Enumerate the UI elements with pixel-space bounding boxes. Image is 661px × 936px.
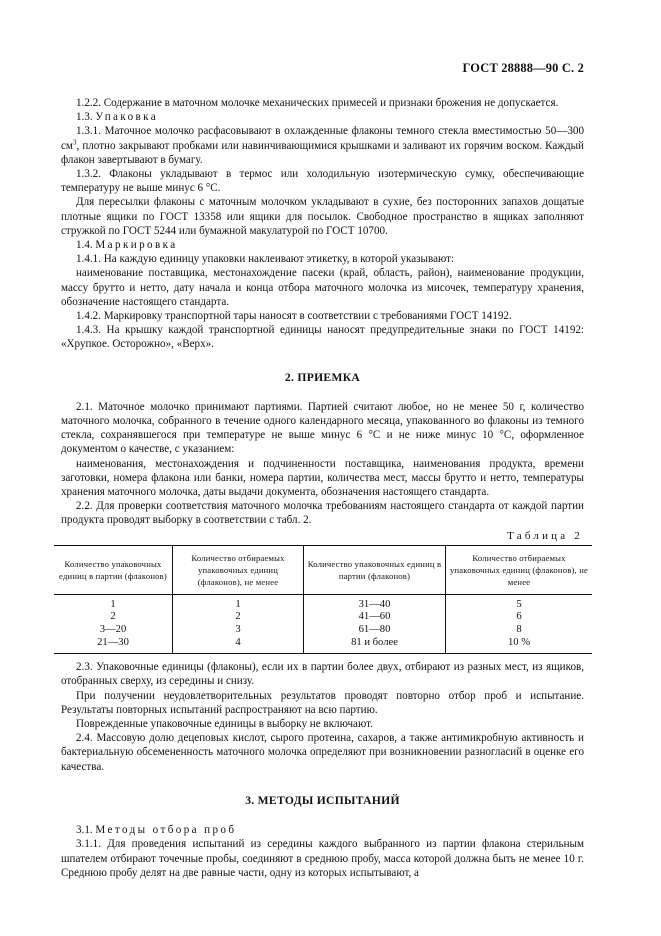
paragraph-1-4-1-list: наименование поставщика, местонахождение пасеки (край, область, район), наименование продукции, массу брутто и нетто, дату начала и конца отбора маточного молочка из мисочек, температуру хранения, обозначение настоящего стандарта.: [61, 267, 584, 308]
paragraph-3-1-1: 3.1.1. Для проведения испытаний из середины каждого выбранного из партии флакона стерильным шпателем отбирают точечные пробы, соединяют в среднюю пробу, масса которой должна быть не менее 10 г. Среднюю пробу делят на две равные части, одну из которых испытывают, а: [61, 838, 584, 879]
paragraph-text: 1.3.1. Маточное молочко расфасовывают в охлажденные флаконы темного стекла вместимостью 50—300 см: [61, 125, 584, 152]
table-cell: 1: [173, 594, 304, 611]
table-cell: 81 и более: [304, 637, 446, 654]
paragraph-2-3-retest: При получении неудовлетворительных результатов проводят повторно отбор проб и испытание. Результаты повторных испытаний распространяют на всю партию.: [61, 689, 584, 716]
subheading-1-4: [61, 238, 584, 252]
table-row: [54, 637, 592, 654]
table-cell: 10 %: [446, 637, 593, 654]
subheading-title: Методы отбора проб: [95, 824, 237, 837]
document-page: [59, 0, 589, 936]
paragraph-2-2: 2.2. Для проверки соответствия маточного молочка требованиям настоящего стандарта от каждой партии продукта проводят выборку в соответствии с табл. 2.: [61, 500, 584, 527]
subheading-title: Упаковка: [95, 111, 159, 124]
paragraph-1-4-1: 1.4.1. На каждую единицу упаковки наклеивают этикетку, в которой указывают:: [76, 253, 455, 266]
table-cell: 41—60: [304, 611, 446, 624]
table-label: Таблица 2: [507, 529, 583, 542]
table-cell: 31—40: [304, 594, 446, 611]
paragraph-2-3-damaged: Поврежденные упаковочные единицы в выборку не включают.: [76, 718, 373, 731]
subheading-number: 1.4.: [76, 239, 93, 252]
section-heading-3: 3. МЕТОДЫ ИСПЫТАНИЙ: [245, 793, 400, 807]
table-2: [54, 545, 592, 654]
paragraph-1-4-3: 1.4.3. На крышку каждой транспортной единицы наносят предупредительные знаки по ГОСТ 14192: «Хрупкое. Осторожно», «Верх».: [61, 324, 584, 351]
table-row: [54, 611, 592, 624]
subheading-number: 1.3.: [76, 111, 93, 124]
paragraph-2-4: 2.4. Массовую долю децеповых кислот, сырого протеина, сахаров, а также антимикробную активность и бактериальную обсемененность маточного молочка определяют при возникновении разногласий в оценке его качества.: [61, 732, 584, 773]
table-cell: 2: [110, 611, 116, 623]
table-cell: 4: [173, 637, 304, 654]
paragraph-2-1-list: наименования, местонахождения и подчиненности поставщика, наименования продукта, времени заготовки, номера флакона или банки, номера партии, количества мест, массы брутто и нетто, температуры хранения маточного молочка, даты выдачи документа, обозначения настоящего стандарта.: [61, 457, 584, 499]
table-header-row: [54, 545, 592, 594]
table-header-cell: Количество упаковочных единиц в партии (флаконов): [54, 545, 173, 594]
subheading-3-1: [61, 823, 584, 837]
table-cell: 21—30: [54, 637, 173, 654]
paragraph-text: , плотно закрывают пробками или навинчивающимися крышками и заливают их горячим воском. Каждый флакон завертывают в бумагу.: [61, 139, 584, 166]
table-cell: 8: [446, 624, 593, 637]
paragraph-1-4-2: 1.4.2. Маркировку транспортной тары наносят в соответствии с требованиями ГОСТ 14192.: [76, 310, 512, 323]
table-cell: 2: [173, 611, 304, 624]
table-header-cell: Количество упаковочных единиц в партии (флаконов): [304, 545, 446, 594]
table-cell: 5: [446, 594, 593, 611]
document-body: [59, 96, 589, 880]
paragraph-1-3-1: [61, 124, 584, 167]
table-cell: 3: [173, 624, 304, 637]
table-header-cell: Количество отбираемых упаковочных единиц (флаконов), не менее: [446, 545, 593, 594]
paragraph-2-1: 2.1. Маточное молочко принимают партиями. Партией считают любое, но не менее 50 г, количество маточного молочка, собранного в течение одного календарного месяца, упакованного во флаконы из темного стекла, сохранявшегося при температуре не выше минус 6 °С и не ниже минус 10 °С, оформленное документом о качестве, с указанием:: [61, 400, 584, 456]
paragraph-1-2-2: 1.2.2. Содержание в маточном молочке механических примесей и признаки брожения не допускается.: [76, 97, 559, 109]
paragraph-1-3-2: 1.3.2. Флаконы укладывают в термос или холодильную изотермическую сумку, обеспечивающие температуру не выше минус 6 °С.: [61, 168, 584, 195]
subheading-number: 3.1.: [76, 824, 93, 837]
table-cell: 6: [446, 611, 593, 624]
table-header-cell: Количество отбираемых упаковочных единиц (флаконов), не менее: [173, 545, 304, 594]
superscript: 3: [72, 137, 77, 146]
table-cell: 61—80: [304, 624, 446, 637]
table-row: [54, 594, 592, 611]
section-heading-2: 2. ПРИЕМКА: [284, 370, 361, 384]
page-header: ГОСТ 28888—90 С. 2: [462, 61, 584, 75]
paragraph-forwarding: Для пересылки флаконы с маточным молочком укладывают в сухие, без посторонних запахов дощатые плотные ящики по ГОСТ 13358 или ящики для посылок. Свободное пространство в ящиках заполняют стружкой по ГОСТ 5244 или бумажной макулатурой по ГОСТ 10700.: [61, 196, 584, 237]
subheading-title: Маркировка: [95, 239, 178, 252]
table-row: [54, 624, 592, 637]
subheading-1-3: [61, 110, 584, 124]
table-cell: 3—20: [99, 624, 127, 636]
paragraph-2-3: 2.3. Упаковочные единицы (флаконы), если их в партии более двух, отбирают из разных мест, из ящиков, отобранных сверху, из середины и снизу.: [61, 661, 584, 688]
table-cell: 1: [110, 598, 116, 610]
